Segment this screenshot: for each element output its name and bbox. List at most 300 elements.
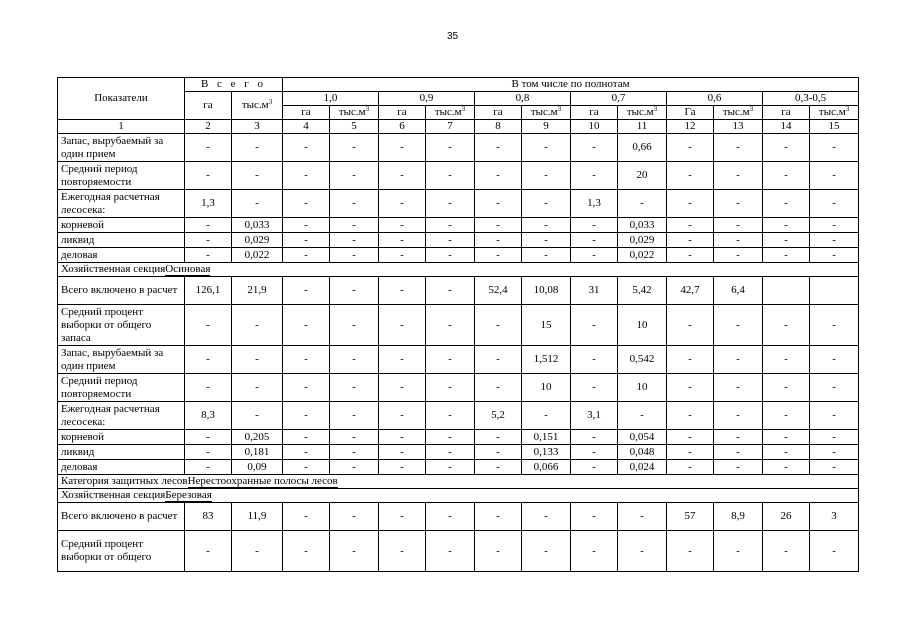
table-cell xyxy=(763,277,810,305)
table-row xyxy=(58,445,859,460)
table-cell: 52,4 xyxy=(475,277,522,305)
table-cell: - xyxy=(763,460,810,475)
row-label: Средний процент выборки от общего запаса xyxy=(58,305,185,346)
table-row xyxy=(58,503,859,531)
table-cell: 0,033 xyxy=(618,218,667,233)
table-cell: 0,033 xyxy=(232,218,283,233)
table-cell: - xyxy=(522,402,571,430)
table-row xyxy=(58,190,859,218)
table-cell: - xyxy=(714,134,763,162)
table-cell: - xyxy=(283,346,330,374)
table-cell: - xyxy=(330,503,379,531)
table-cell: - xyxy=(283,531,330,572)
header-density: 0,6 xyxy=(667,92,763,106)
header-row-1 xyxy=(58,78,859,92)
table-cell: - xyxy=(379,374,426,402)
row-label: Ежегодная расчетная лесосека: xyxy=(58,402,185,430)
table-cell: 83 xyxy=(185,503,232,531)
section-prefix: Хозяйственная секция xyxy=(61,489,166,501)
column-number: 2 xyxy=(185,120,232,134)
table-row xyxy=(58,402,859,430)
table-cell: - xyxy=(185,218,232,233)
table-cell: - xyxy=(522,134,571,162)
table-cell: 0,133 xyxy=(522,445,571,460)
table-cell: - xyxy=(426,460,475,475)
header-ha: га xyxy=(571,106,618,120)
header-density: 0,7 xyxy=(571,92,667,106)
table-cell: - xyxy=(232,402,283,430)
table-cell: - xyxy=(185,430,232,445)
table-cell: - xyxy=(810,233,859,248)
table-cell: - xyxy=(379,190,426,218)
table-cell: - xyxy=(426,531,475,572)
section-value: Нерестоохранные полосы лесов xyxy=(187,475,338,487)
table-cell: 10,08 xyxy=(522,277,571,305)
table-cell: - xyxy=(571,305,618,346)
table-cell: - xyxy=(667,248,714,263)
table-cell: - xyxy=(426,445,475,460)
header-thous xyxy=(426,106,475,120)
table-cell: - xyxy=(667,445,714,460)
section-value: Осиновая xyxy=(165,263,211,275)
column-number: 7 xyxy=(426,120,475,134)
table-cell: - xyxy=(426,402,475,430)
table-cell: - xyxy=(763,346,810,374)
header-ha: га xyxy=(283,106,330,120)
table-cell: - xyxy=(232,134,283,162)
table-cell: - xyxy=(232,305,283,346)
table-cell: - xyxy=(232,190,283,218)
row-label: деловая xyxy=(58,248,185,263)
table-cell: 0,151 xyxy=(522,430,571,445)
column-number: 13 xyxy=(714,120,763,134)
table-cell: - xyxy=(810,346,859,374)
unit-text: тыс.м xyxy=(530,106,558,118)
table-cell: 5,42 xyxy=(618,277,667,305)
table-cell: - xyxy=(522,531,571,572)
unit-sup: 3 xyxy=(749,105,754,113)
table-cell: 31 xyxy=(571,277,618,305)
table-cell: - xyxy=(185,305,232,346)
table-cell: - xyxy=(232,162,283,190)
table-cell: - xyxy=(426,248,475,263)
table-cell: - xyxy=(475,233,522,248)
header-density: 1,0 xyxy=(283,92,379,106)
table-cell: - xyxy=(667,430,714,445)
table-cell: - xyxy=(475,248,522,263)
table-cell: 10 xyxy=(522,374,571,402)
table-cell: 26 xyxy=(763,503,810,531)
unit-text: тыс.м xyxy=(434,106,462,118)
table-cell: - xyxy=(426,277,475,305)
column-number: 5 xyxy=(330,120,379,134)
table-cell: - xyxy=(714,346,763,374)
column-number: 9 xyxy=(522,120,571,134)
section-cell xyxy=(58,489,859,503)
table-cell: - xyxy=(426,305,475,346)
table-header xyxy=(58,78,859,134)
column-number: 15 xyxy=(810,120,859,134)
row-label: Запас, вырубаемый за один прием xyxy=(58,134,185,162)
table-cell: - xyxy=(283,430,330,445)
table-cell: 0,054 xyxy=(618,430,667,445)
table-cell: - xyxy=(426,346,475,374)
table-cell: - xyxy=(667,162,714,190)
table-cell: - xyxy=(330,460,379,475)
table-cell: - xyxy=(426,190,475,218)
header-thous xyxy=(618,106,667,120)
table-cell: - xyxy=(763,430,810,445)
row-label: деловая xyxy=(58,460,185,475)
table-cell: - xyxy=(714,402,763,430)
table-cell: - xyxy=(667,531,714,572)
table-cell: 0,022 xyxy=(232,248,283,263)
table-row xyxy=(58,248,859,263)
table-cell: - xyxy=(714,190,763,218)
header-total-thous xyxy=(232,92,283,120)
table-cell: - xyxy=(379,503,426,531)
table-cell: - xyxy=(283,134,330,162)
table-cell: - xyxy=(185,233,232,248)
section-row xyxy=(58,489,859,503)
table-cell: - xyxy=(571,445,618,460)
table-cell: - xyxy=(763,531,810,572)
table-cell: - xyxy=(232,346,283,374)
table-cell: - xyxy=(379,460,426,475)
table-cell: - xyxy=(475,218,522,233)
table-cell: - xyxy=(810,402,859,430)
table-cell: - xyxy=(185,134,232,162)
table-cell: - xyxy=(426,430,475,445)
header-density: 0,9 xyxy=(379,92,475,106)
table-cell: - xyxy=(714,531,763,572)
table-cell: 126,1 xyxy=(185,277,232,305)
unit-sup: 3 xyxy=(268,98,273,106)
table-cell: 0,066 xyxy=(522,460,571,475)
table-cell: - xyxy=(475,346,522,374)
table-cell: - xyxy=(185,374,232,402)
table-cell: - xyxy=(618,531,667,572)
table-cell: - xyxy=(522,233,571,248)
table-cell: - xyxy=(475,190,522,218)
table-cell: - xyxy=(810,460,859,475)
table-cell: - xyxy=(379,248,426,263)
table-cell: - xyxy=(810,190,859,218)
table-cell: - xyxy=(379,162,426,190)
table-cell: - xyxy=(571,531,618,572)
table-cell: - xyxy=(426,162,475,190)
row-label: корневой xyxy=(58,430,185,445)
table-cell: - xyxy=(714,430,763,445)
column-number: 12 xyxy=(667,120,714,134)
table-cell: - xyxy=(763,134,810,162)
table-cell: - xyxy=(667,190,714,218)
table-row xyxy=(58,162,859,190)
table-cell: 10 xyxy=(618,374,667,402)
table-cell: - xyxy=(330,248,379,263)
table-cell: - xyxy=(185,531,232,572)
header-ha: га xyxy=(475,106,522,120)
table-cell: 0,205 xyxy=(232,430,283,445)
table-cell: - xyxy=(522,190,571,218)
table-cell: - xyxy=(475,134,522,162)
table-cell: 0,029 xyxy=(232,233,283,248)
table-cell: - xyxy=(810,374,859,402)
table-cell: - xyxy=(379,305,426,346)
column-number: 10 xyxy=(571,120,618,134)
row-label: Средний процент выборки от общего xyxy=(58,531,185,572)
table-cell: - xyxy=(810,248,859,263)
column-number: 4 xyxy=(283,120,330,134)
row-label: ликвид xyxy=(58,233,185,248)
table-cell: - xyxy=(810,430,859,445)
table-cell: 0,022 xyxy=(618,248,667,263)
header-thous xyxy=(714,106,763,120)
table-cell: - xyxy=(185,460,232,475)
table-cell: - xyxy=(571,162,618,190)
table-cell: - xyxy=(283,218,330,233)
table-cell: - xyxy=(330,190,379,218)
header-total-ha: га xyxy=(185,92,232,120)
table-cell: - xyxy=(522,248,571,263)
table-cell: - xyxy=(571,248,618,263)
table-cell: - xyxy=(571,503,618,531)
row-label: Ежегодная расчетная лесосека: xyxy=(58,190,185,218)
unit-sup: 3 xyxy=(365,105,370,113)
table-cell: - xyxy=(810,162,859,190)
section-cell xyxy=(58,263,859,277)
header-thous xyxy=(330,106,379,120)
table-cell: - xyxy=(763,248,810,263)
table-cell: 0,66 xyxy=(618,134,667,162)
row-label: Средний период повторяемости xyxy=(58,374,185,402)
table-cell: - xyxy=(667,402,714,430)
table-cell xyxy=(810,277,859,305)
table-cell: - xyxy=(571,134,618,162)
table-cell: - xyxy=(571,460,618,475)
table-cell: - xyxy=(330,402,379,430)
unit-sup: 3 xyxy=(845,105,850,113)
table-cell: - xyxy=(379,134,426,162)
unit-text: тыс.м xyxy=(626,106,654,118)
table-cell: - xyxy=(714,374,763,402)
table-cell: 11,9 xyxy=(232,503,283,531)
table-cell: - xyxy=(330,218,379,233)
header-ha: га xyxy=(763,106,810,120)
table-cell: 3 xyxy=(810,503,859,531)
header-ha: га xyxy=(379,106,426,120)
unit-text: тыс.м xyxy=(338,106,366,118)
table-cell: - xyxy=(667,134,714,162)
table-cell: - xyxy=(283,233,330,248)
header-total: В с е г о xyxy=(185,78,283,92)
table-cell: - xyxy=(618,402,667,430)
table-cell: 0,024 xyxy=(618,460,667,475)
table-cell: - xyxy=(475,460,522,475)
table-row xyxy=(58,346,859,374)
section-cell xyxy=(58,475,859,489)
table-cell: - xyxy=(379,233,426,248)
table-cell: - xyxy=(330,445,379,460)
table-cell: - xyxy=(667,374,714,402)
table-cell: - xyxy=(283,162,330,190)
table-cell: 1,3 xyxy=(571,190,618,218)
table-row xyxy=(58,374,859,402)
section-prefix: Хозяйственная секция xyxy=(61,263,166,275)
table-row xyxy=(58,134,859,162)
table-cell: - xyxy=(763,162,810,190)
unit-text: тыс.м xyxy=(722,106,750,118)
section-row xyxy=(58,263,859,277)
table-cell: - xyxy=(283,503,330,531)
table-cell: - xyxy=(763,190,810,218)
table-cell: - xyxy=(426,134,475,162)
column-number: 14 xyxy=(763,120,810,134)
table-cell: 57 xyxy=(667,503,714,531)
table-cell: 0,09 xyxy=(232,460,283,475)
table-cell: - xyxy=(379,346,426,374)
unit-text: тыс.м xyxy=(241,99,269,111)
table-cell: - xyxy=(810,218,859,233)
table-cell: - xyxy=(283,248,330,263)
table-cell: - xyxy=(283,460,330,475)
page-number: 35 xyxy=(446,31,459,42)
table-row xyxy=(58,305,859,346)
table-cell: 8,3 xyxy=(185,402,232,430)
table-cell: - xyxy=(763,218,810,233)
table-cell: - xyxy=(185,162,232,190)
table-cell: - xyxy=(714,445,763,460)
unit-sup: 3 xyxy=(653,105,658,113)
unit-sup: 3 xyxy=(557,105,562,113)
table-cell: 15 xyxy=(522,305,571,346)
table-cell: - xyxy=(618,190,667,218)
table-cell: - xyxy=(379,277,426,305)
table-cell: - xyxy=(763,374,810,402)
table-cell: - xyxy=(426,218,475,233)
table-cell: 0,048 xyxy=(618,445,667,460)
table-cell: 42,7 xyxy=(667,277,714,305)
column-number: 1 xyxy=(58,120,185,134)
table-cell: - xyxy=(571,374,618,402)
table-cell: - xyxy=(283,190,330,218)
table-row xyxy=(58,218,859,233)
table-cell: 0,029 xyxy=(618,233,667,248)
table-cell: - xyxy=(283,305,330,346)
table-cell: - xyxy=(379,218,426,233)
table-cell: - xyxy=(571,233,618,248)
table-cell: - xyxy=(763,402,810,430)
table-cell: - xyxy=(763,233,810,248)
table-cell: - xyxy=(475,374,522,402)
table-cell: 8,9 xyxy=(714,503,763,531)
table-cell: - xyxy=(475,531,522,572)
header-indicators: Показатели xyxy=(58,78,185,120)
table-cell: - xyxy=(283,374,330,402)
table-cell: - xyxy=(330,305,379,346)
table-cell: - xyxy=(283,277,330,305)
table-cell: - xyxy=(330,346,379,374)
forest-use-table xyxy=(57,77,859,572)
table-cell: - xyxy=(379,531,426,572)
table-cell: - xyxy=(185,248,232,263)
table-cell: - xyxy=(379,430,426,445)
table-body xyxy=(58,134,859,572)
table-cell: 1,3 xyxy=(185,190,232,218)
table-cell: - xyxy=(810,531,859,572)
table-cell: - xyxy=(714,218,763,233)
table-cell: - xyxy=(571,346,618,374)
column-number: 3 xyxy=(232,120,283,134)
table-cell: 21,9 xyxy=(232,277,283,305)
table-cell: - xyxy=(667,346,714,374)
table-cell: - xyxy=(330,162,379,190)
row-label: Запас, вырубаемый за один прием xyxy=(58,346,185,374)
table-cell: - xyxy=(714,305,763,346)
row-label: Средний период повторяемости xyxy=(58,162,185,190)
table-cell: - xyxy=(714,460,763,475)
table-cell: - xyxy=(522,162,571,190)
section-value: Березовая xyxy=(165,489,212,501)
unit-sup: 3 xyxy=(461,105,466,113)
table-cell: 1,512 xyxy=(522,346,571,374)
section-prefix: Категория защитных лесов xyxy=(61,475,188,487)
unit-text: тыс.м xyxy=(818,106,846,118)
table-cell: - xyxy=(330,233,379,248)
table-cell: - xyxy=(667,218,714,233)
header-ha: Га xyxy=(667,106,714,120)
table-cell: - xyxy=(810,134,859,162)
table-cell: 0,542 xyxy=(618,346,667,374)
table-row xyxy=(58,430,859,445)
table-cell: - xyxy=(763,305,810,346)
row-label: Всего включено в расчет xyxy=(58,503,185,531)
table-cell: - xyxy=(714,248,763,263)
table-cell: - xyxy=(379,402,426,430)
table-cell: - xyxy=(330,277,379,305)
column-number: 6 xyxy=(379,120,426,134)
table-cell: - xyxy=(571,430,618,445)
table-row xyxy=(58,277,859,305)
row-label: Всего включено в расчет xyxy=(58,277,185,305)
table-cell: 6,4 xyxy=(714,277,763,305)
table-cell: - xyxy=(330,430,379,445)
table-cell: - xyxy=(763,445,810,460)
table-cell: 20 xyxy=(618,162,667,190)
header-thous xyxy=(522,106,571,120)
table-cell: - xyxy=(714,162,763,190)
table-cell: - xyxy=(232,374,283,402)
table-cell: - xyxy=(475,503,522,531)
table-row xyxy=(58,233,859,248)
table-cell: - xyxy=(426,374,475,402)
table-cell: 3,1 xyxy=(571,402,618,430)
table-cell: - xyxy=(232,531,283,572)
table-cell: - xyxy=(283,402,330,430)
column-number: 11 xyxy=(618,120,667,134)
table-cell: - xyxy=(475,305,522,346)
table-cell: - xyxy=(618,503,667,531)
header-density: 0,3-0,5 xyxy=(763,92,859,106)
table-cell: - xyxy=(714,233,763,248)
table-cell: - xyxy=(810,445,859,460)
table-cell: 5,2 xyxy=(475,402,522,430)
table-cell: - xyxy=(667,233,714,248)
header-density: 0,8 xyxy=(475,92,571,106)
header-thous xyxy=(810,106,859,120)
table-row xyxy=(58,531,859,572)
table-cell: - xyxy=(522,503,571,531)
